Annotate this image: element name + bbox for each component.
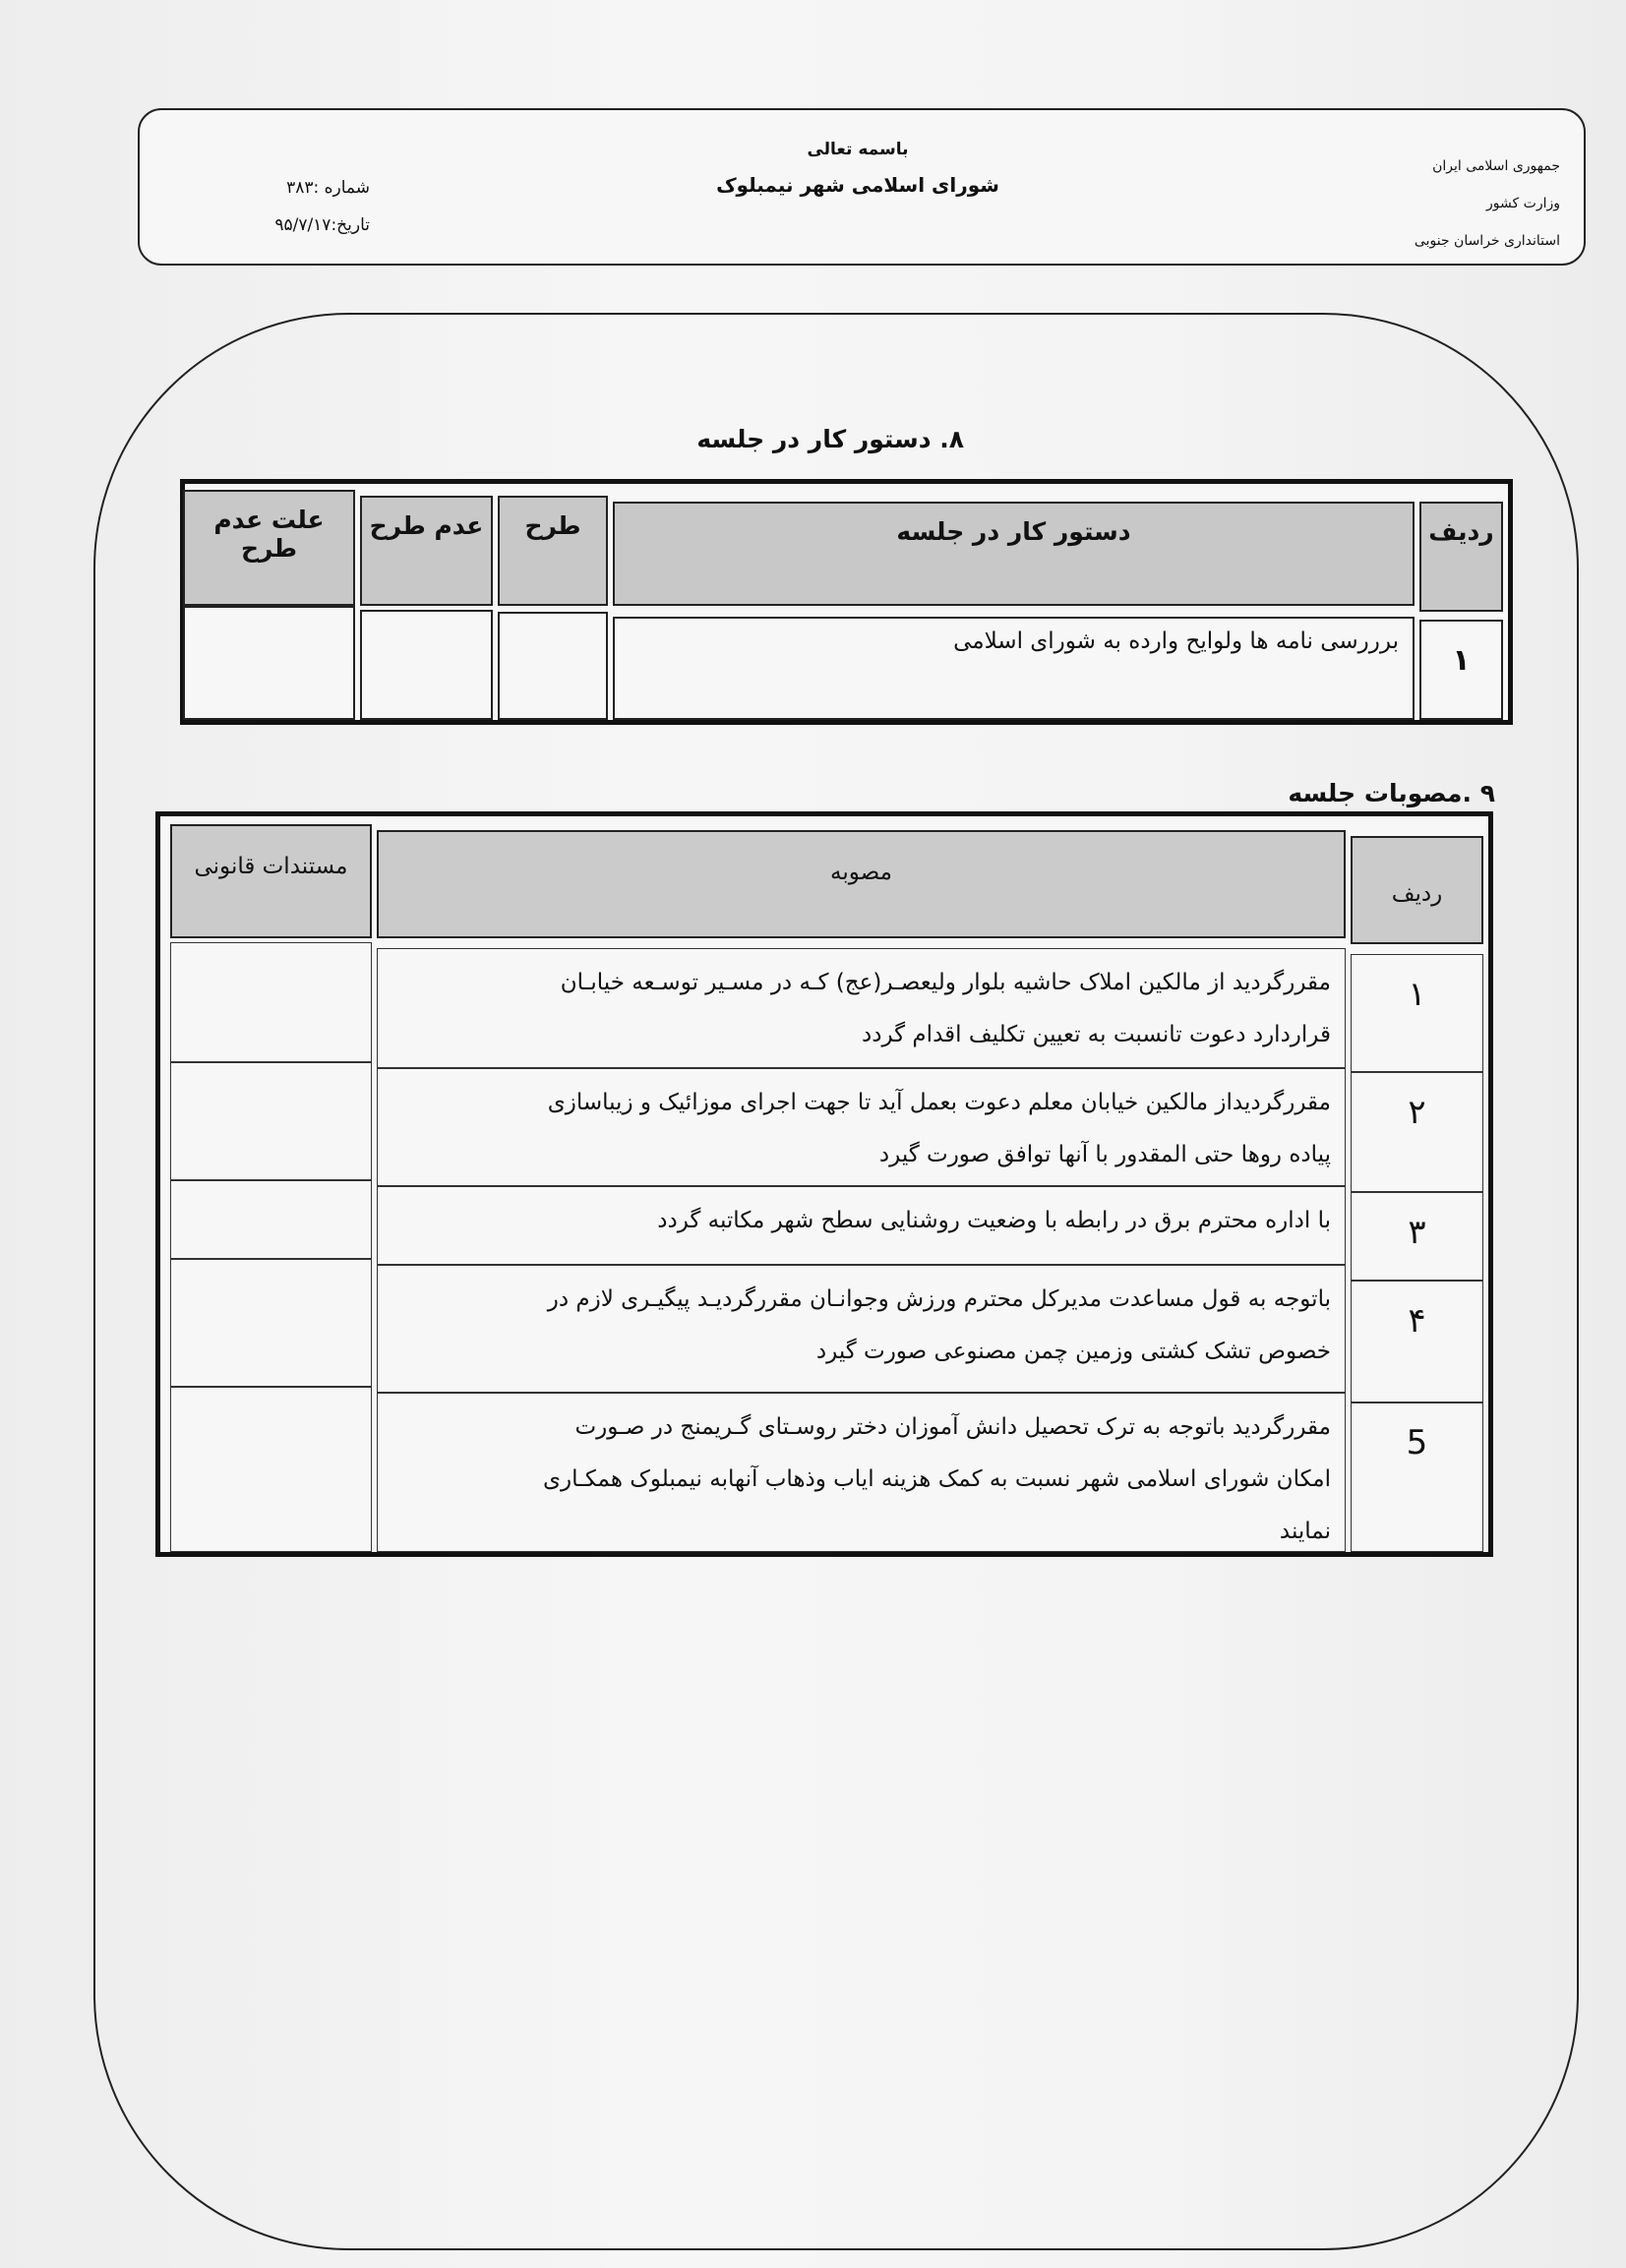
agenda-row-number: ۱: [1419, 620, 1503, 720]
agenda-header-reason: علت عدم طرح: [183, 490, 355, 606]
agenda-row-reason: [183, 606, 355, 720]
agenda-item-text: برررسی نامه ها ولوایح وارده به شورای اسلامی: [953, 628, 1399, 654]
approval-row-5-number: 5: [1351, 1403, 1483, 1552]
approval-row-3-number: ۳: [1351, 1192, 1483, 1281]
agenda-header-agenda: دستور کار در جلسه: [613, 502, 1415, 606]
approvals-header-row-no: ردیف: [1351, 836, 1483, 944]
approval-row-3-text: [377, 1186, 1346, 1265]
country-name: جمهوری اسلامی ایران: [1432, 158, 1560, 174]
ministry-name: وزارت کشور: [1486, 196, 1560, 211]
approval-row-2-legal: [170, 1062, 372, 1180]
agenda-section-title: ۸. دستور کار در جلسه: [696, 425, 964, 453]
approval-row-5-text: [377, 1393, 1346, 1552]
letter-number: شماره :۳۸۳: [286, 178, 370, 198]
approval-row-1-line-1: مقررگردید از مالکین املاک حاشیه بلوار ولیعصـر(عج) کـه در مسـیر توسـعه خیابـان: [560, 970, 1331, 995]
agenda-table: [180, 479, 1513, 725]
approval-row-1-legal: [170, 942, 372, 1062]
approval-row-2-text: [377, 1068, 1346, 1186]
approval-row-1-number: ۱: [1351, 954, 1483, 1072]
approval-row-4-line-1: باتوجه به قول مساعدت مدیرکل محترم ورزش وجوانـان مقررگردیـد پیگیـری لازم در: [547, 1286, 1331, 1312]
letterhead-right: [1344, 148, 1560, 260]
approval-row-5-line-2: امکان شورای اسلامی شهر نسبت به کمک هزینه ایاب وذهاب آنهابه نیمبلوک همکـاری: [542, 1466, 1331, 1492]
approval-row-4-text: [377, 1265, 1346, 1393]
letterhead-left: [173, 169, 370, 244]
approval-row-1-line-2: قراردارد دعوت تانسبت به تعیین تکلیف اقدام گردد: [862, 1022, 1331, 1047]
letterhead-center: [681, 140, 1035, 197]
approvals-section-title: ۹ .مصوبات جلسه: [1288, 779, 1495, 807]
approvals-header-resolution: مصوبه: [377, 830, 1346, 938]
approval-row-4-line-2: خصوص تشک کشتی وزمین چمن مصنوعی صورت گیرد: [815, 1339, 1331, 1364]
approval-row-2-line-1: مقررگردیداز مالکین خیابان معلم دعوت بعمل آید تا جهت اجرای موزائیک و زیباسازی: [547, 1090, 1331, 1115]
agenda-row-text: [613, 617, 1415, 720]
approval-row-5-legal: [170, 1387, 372, 1552]
agenda-header-proposed: طرح: [498, 496, 608, 606]
agenda-row-proposed: [498, 612, 608, 720]
letterhead-box: [138, 108, 1586, 266]
approval-row-4-number: ۴: [1351, 1281, 1483, 1403]
approvals-header-legal: مستندات قانونی: [170, 824, 372, 938]
agenda-header-row-no: ردیف: [1419, 502, 1503, 612]
letter-date: تاریخ:۹۵/۷/۱۷: [274, 215, 370, 235]
approval-row-2-number: ۲: [1351, 1072, 1483, 1192]
council-name: شورای اسلامی شهر نیمبلوک: [716, 173, 999, 197]
approvals-table: [155, 811, 1493, 1557]
approval-row-5-line-3: نمایند: [1279, 1519, 1331, 1544]
province-name: استانداری خراسان جنوبی: [1414, 233, 1560, 249]
agenda-row-not-proposed: [360, 610, 493, 720]
agenda-header-not-proposed: عدم طرح: [360, 496, 493, 606]
approval-row-3-legal: [170, 1180, 372, 1259]
approval-row-5-line-1: مقررگردید باتوجه به ترک تحصیل دانش آموزان دختر روسـتای گـریمنج در صـورت: [574, 1414, 1331, 1440]
bismillah-text: باسمه تعالی: [807, 140, 909, 159]
approval-row-1-text: [377, 948, 1346, 1068]
approval-row-4-legal: [170, 1259, 372, 1387]
approval-row-2-line-2: پیاده روها حتی المقدور با آنها توافق صورت گیرد: [878, 1142, 1331, 1167]
approval-row-3-line-1: با اداره محترم برق در رابطه با وضعیت روشنایی سطح شهر مکاتبه گردد: [657, 1208, 1331, 1233]
